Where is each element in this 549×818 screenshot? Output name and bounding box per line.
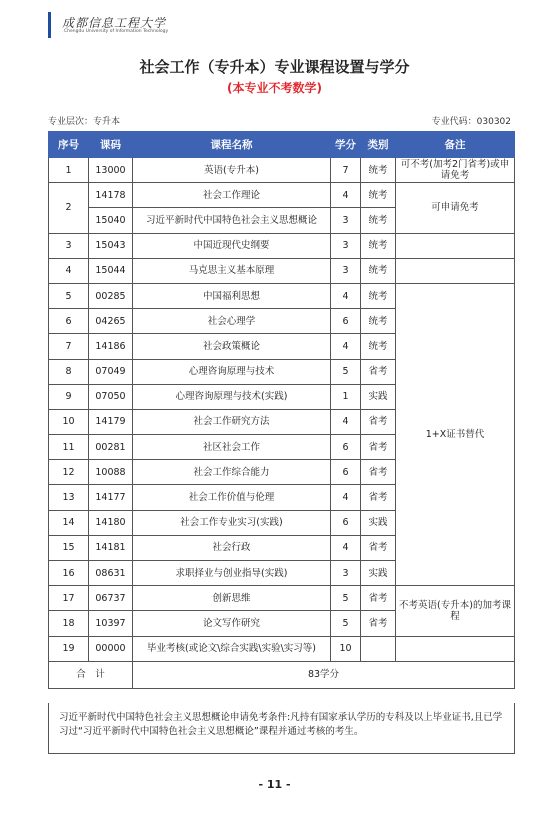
- cell-type: 省考: [361, 535, 396, 560]
- table-row: [49, 158, 515, 183]
- cell-code: 00285: [89, 283, 133, 308]
- cell-note: 可不考(加考2门省考)或申请免考: [396, 158, 515, 183]
- cell-seq: 16: [49, 561, 89, 586]
- cell-name: 社会心理学: [133, 309, 331, 334]
- cell-seq: 5: [49, 283, 89, 308]
- cell-seq: 2: [49, 183, 89, 233]
- cell-name: 心理咨询原理与技术(实践): [133, 384, 331, 409]
- total-row: [49, 661, 515, 688]
- header-code: 课码: [89, 132, 133, 158]
- cell-name: 社会工作研究方法: [133, 409, 331, 434]
- cell-code: 14186: [89, 334, 133, 359]
- cell-type: 统考: [361, 183, 396, 208]
- table-row: [49, 283, 515, 308]
- cell-seq: 19: [49, 636, 89, 661]
- page-number: - 11 -: [258, 778, 291, 791]
- table-row: [49, 586, 515, 611]
- cell-credit: 3: [331, 208, 361, 233]
- cell-name: 习近平新时代中国特色社会主义思想概论: [133, 208, 331, 233]
- cell-seq: 12: [49, 460, 89, 485]
- cell-type: 实践: [361, 510, 396, 535]
- header-credit: 学分: [331, 132, 361, 158]
- cell-name: 社会工作综合能力: [133, 460, 331, 485]
- cell-name: 英语(专升本): [133, 158, 331, 183]
- cell-code: 15040: [89, 208, 133, 233]
- cell-seq: 11: [49, 435, 89, 460]
- cell-name: 求职择业与创业指导(实践): [133, 561, 331, 586]
- table-header-row: [49, 132, 515, 158]
- cell-note: 1+X证书替代: [396, 283, 515, 585]
- cell-credit: 5: [331, 586, 361, 611]
- cell-seq: 3: [49, 233, 89, 258]
- cell-code: 07049: [89, 359, 133, 384]
- cell-type: 实践: [361, 561, 396, 586]
- cell-code: 10397: [89, 611, 133, 636]
- cell-type: 统考: [361, 309, 396, 334]
- cell-note: [396, 636, 515, 661]
- cell-code: 14179: [89, 409, 133, 434]
- university-name-en: Chengdu University of Information Technology: [64, 29, 169, 34]
- cell-seq: 15: [49, 535, 89, 560]
- cell-name: 社会工作专业实习(实践): [133, 510, 331, 535]
- cell-seq: 1: [49, 158, 89, 183]
- cell-credit: 4: [331, 409, 361, 434]
- cell-type: 省考: [361, 359, 396, 384]
- cell-code: 07050: [89, 384, 133, 409]
- cell-credit: 4: [331, 334, 361, 359]
- program-code: 专业代码：030302: [431, 117, 511, 127]
- cell-code: 14177: [89, 485, 133, 510]
- cell-code: 06737: [89, 586, 133, 611]
- cell-type: 统考: [361, 283, 396, 308]
- university-name-cn: 成都信息工程大学: [62, 16, 167, 30]
- cell-code: 08631: [89, 561, 133, 586]
- cell-type: 省考: [361, 611, 396, 636]
- cell-code: 14178: [89, 183, 133, 208]
- cell-credit: 4: [331, 283, 361, 308]
- cell-seq: 7: [49, 334, 89, 359]
- page-header: [0, 0, 549, 42]
- cell-code: 15044: [89, 258, 133, 283]
- page-title: 社会工作（专升本）专业课程设置与学分: [139, 58, 410, 76]
- cell-name: 社会工作价值与伦理: [133, 485, 331, 510]
- cell-name: 论文写作研究: [133, 611, 331, 636]
- cell-credit: 4: [331, 535, 361, 560]
- cell-type: 省考: [361, 409, 396, 434]
- cell-name: 中国福利思想: [133, 283, 331, 308]
- cell-code: 13000: [89, 158, 133, 183]
- cell-credit: 6: [331, 510, 361, 535]
- cell-credit: 6: [331, 460, 361, 485]
- cell-seq: 13: [49, 485, 89, 510]
- cell-type: 省考: [361, 460, 396, 485]
- cell-seq: 18: [49, 611, 89, 636]
- cell-seq: 17: [49, 586, 89, 611]
- cell-seq: 9: [49, 384, 89, 409]
- cell-credit: 5: [331, 359, 361, 384]
- cell-type: 统考: [361, 233, 396, 258]
- cell-credit: 6: [331, 309, 361, 334]
- cell-code: 00281: [89, 435, 133, 460]
- total-value: 83学分: [133, 661, 515, 688]
- cell-credit: 4: [331, 183, 361, 208]
- cell-code: 04265: [89, 309, 133, 334]
- cell-name: 社会政策概论: [133, 334, 331, 359]
- cell-type: 省考: [361, 586, 396, 611]
- header-type: 类别: [361, 132, 396, 158]
- cell-credit: 5: [331, 611, 361, 636]
- cell-note: [396, 258, 515, 283]
- cell-type: 实践: [361, 384, 396, 409]
- header-accent-bar: [48, 12, 51, 38]
- cell-name: 社区社会工作: [133, 435, 331, 460]
- header-name: 课程名称: [133, 132, 331, 158]
- cell-credit: 3: [331, 233, 361, 258]
- cell-seq: 4: [49, 258, 89, 283]
- total-label: 合 计: [49, 661, 133, 688]
- cell-seq: 10: [49, 409, 89, 434]
- table-row: [49, 258, 515, 283]
- cell-name: 马克思主义基本原理: [133, 258, 331, 283]
- cell-name: 中国近现代史纲要: [133, 233, 331, 258]
- header-note: 备注: [396, 132, 515, 158]
- cell-code: 15043: [89, 233, 133, 258]
- cell-name: 社会行政: [133, 535, 331, 560]
- cell-type: 统考: [361, 334, 396, 359]
- cell-name: 创新思维: [133, 586, 331, 611]
- cell-seq: 8: [49, 359, 89, 384]
- cell-type: 省考: [361, 435, 396, 460]
- cell-note: 可申请免考: [396, 183, 515, 233]
- cell-credit: 4: [331, 485, 361, 510]
- program-level: 专业层次：专升本: [48, 117, 121, 127]
- cell-seq: 14: [49, 510, 89, 535]
- cell-code: 14180: [89, 510, 133, 535]
- cell-credit: 6: [331, 435, 361, 460]
- cell-credit: 1: [331, 384, 361, 409]
- cell-credit: 3: [331, 561, 361, 586]
- cell-type: 省考: [361, 485, 396, 510]
- cell-note: 不考英语(专升本)的加考课程: [396, 586, 515, 636]
- footnote: 习近平新时代中国特色社会主义思想概论申请免考条件:凡持有国家承认学历的专科及以上毕业证书,且已学习过“习近平新时代中国特色社会主义思想概论”课程并通过考核的考生。: [48, 703, 515, 754]
- course-table: [48, 131, 515, 689]
- cell-seq: 6: [49, 309, 89, 334]
- table-row: [49, 233, 515, 258]
- cell-code: 00000: [89, 636, 133, 661]
- cell-name: 心理咨询原理与技术: [133, 359, 331, 384]
- cell-name: 社会工作理论: [133, 183, 331, 208]
- table-row: [49, 636, 515, 661]
- cell-name: 毕业考核(或论文\综合实践\实验\实习等): [133, 636, 331, 661]
- table-row: [49, 183, 515, 208]
- cell-type: 统考: [361, 158, 396, 183]
- cell-type: [361, 636, 396, 661]
- cell-code: 14181: [89, 535, 133, 560]
- cell-type: 统考: [361, 208, 396, 233]
- header-seq: 序号: [49, 132, 89, 158]
- cell-note: [396, 233, 515, 258]
- cell-type: 统考: [361, 258, 396, 283]
- cell-code: 10088: [89, 460, 133, 485]
- cell-credit: 10: [331, 636, 361, 661]
- cell-credit: 7: [331, 158, 361, 183]
- page-subtitle: (本专业不考数学): [227, 81, 322, 95]
- cell-credit: 3: [331, 258, 361, 283]
